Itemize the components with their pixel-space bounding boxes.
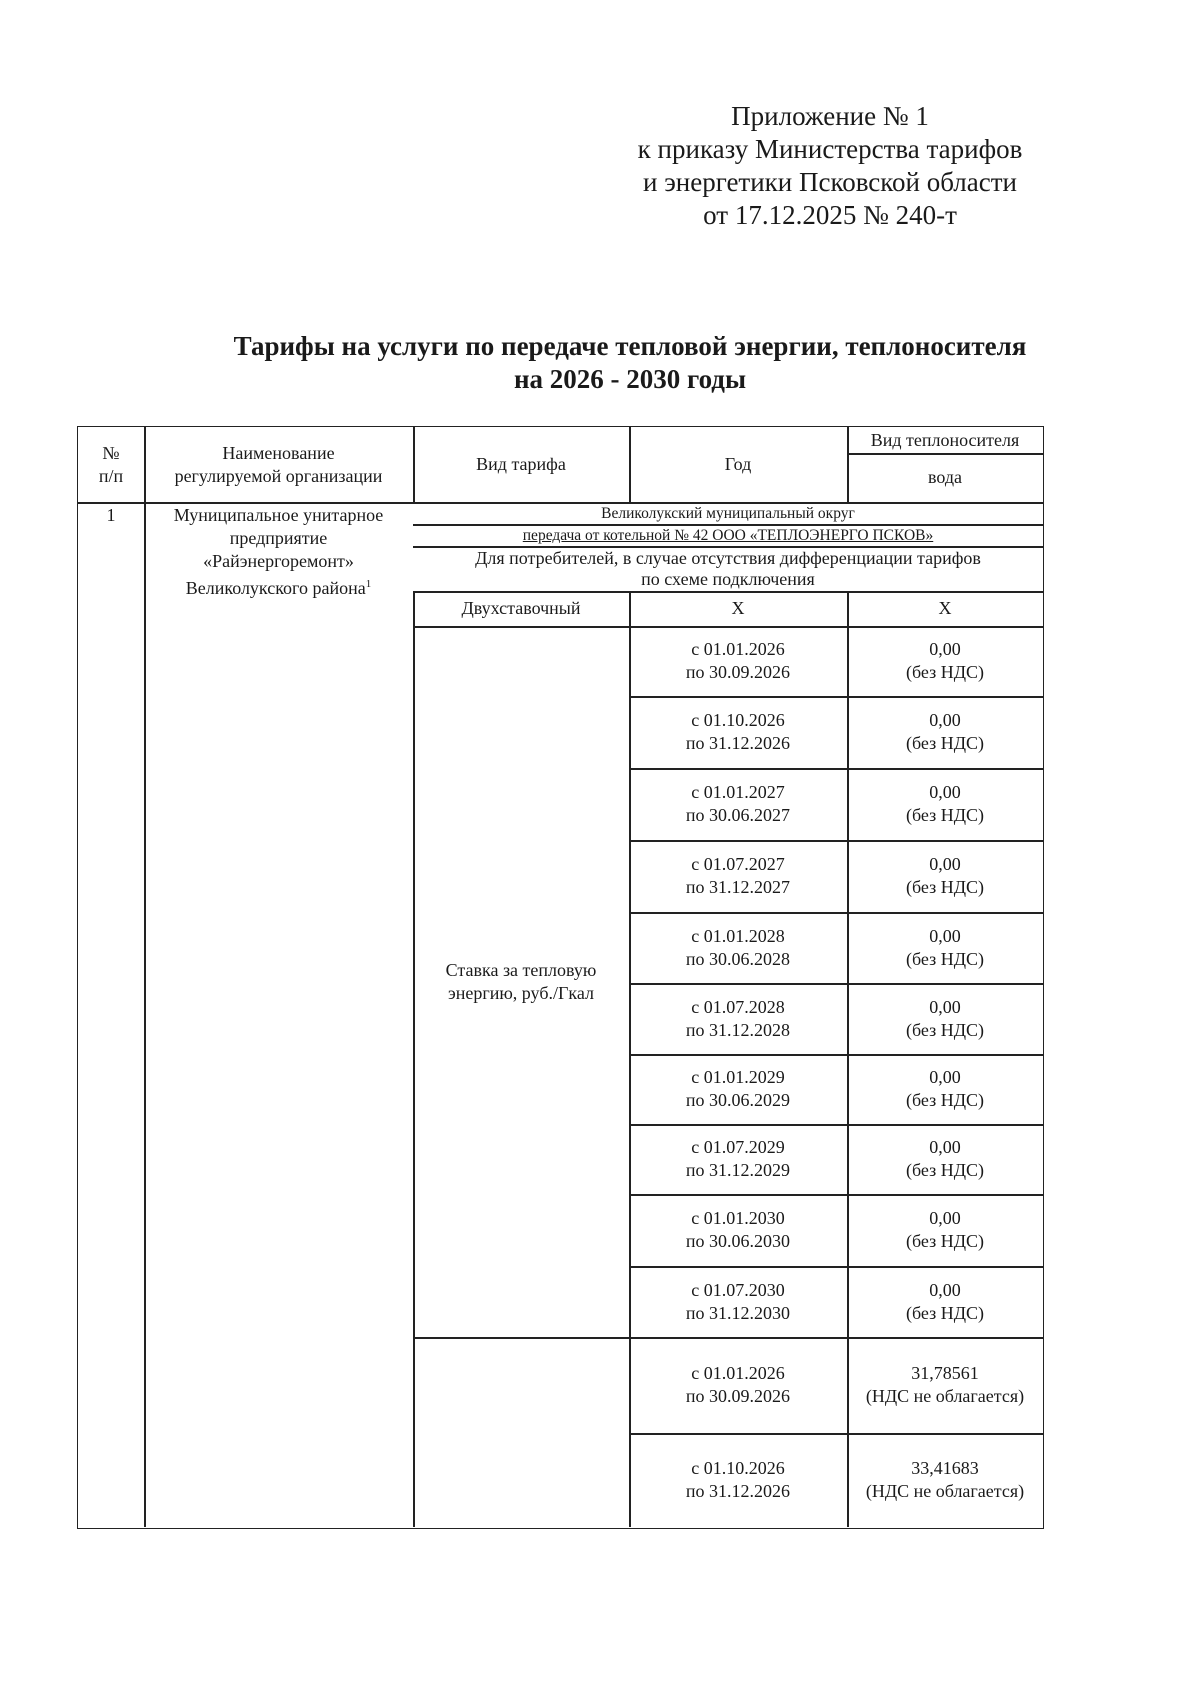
district-cell xyxy=(413,502,1043,524)
period-cell xyxy=(629,1337,847,1433)
appendix-line: Приложение № 1 xyxy=(731,101,929,131)
period-cell xyxy=(629,1124,847,1194)
tariff-value: 0,00 xyxy=(929,639,961,659)
header-year xyxy=(629,427,847,502)
tariff-value-cell xyxy=(847,768,1043,840)
organization-text: «Райэнергоремонт» xyxy=(203,551,354,571)
header-text: Наименование xyxy=(222,442,335,463)
document-title xyxy=(80,330,1180,396)
header-text: регулируемой организации xyxy=(174,465,383,486)
appendix-header xyxy=(560,100,1100,232)
tariff-value-cell xyxy=(847,840,1043,912)
period-cell xyxy=(629,840,847,912)
vat-note: (без НДС) xyxy=(905,733,984,753)
period-cell xyxy=(629,912,847,983)
vat-note: (без НДС) xyxy=(905,1160,984,1180)
period-text: по 31.12.2028 xyxy=(685,1019,791,1040)
period-text: с 01.01.2027 xyxy=(691,782,785,802)
period-text: с 01.07.2027 xyxy=(691,854,785,874)
period-text: с 01.10.2026 xyxy=(691,710,785,730)
appendix-line: и энергетики Псковской области xyxy=(643,167,1017,197)
period-text: с 01.07.2029 xyxy=(691,1137,785,1157)
tariff-value: 33,41683 xyxy=(911,1458,979,1478)
consumers-text: Для потребителей, в случае отсутствия дифференциации тарифов xyxy=(475,547,981,568)
header-text: Год xyxy=(724,454,752,474)
period-text: с 01.10.2026 xyxy=(691,1458,785,1478)
tariff-table xyxy=(77,426,1044,1529)
tariff-value-cell xyxy=(847,1194,1043,1266)
two-part-year xyxy=(629,591,847,626)
period-text: по 30.09.2026 xyxy=(685,662,791,682)
header-text: № xyxy=(102,442,120,463)
period-text: с 01.01.2029 xyxy=(691,1067,785,1087)
two-part-value xyxy=(847,591,1043,626)
period-text: по 30.06.2027 xyxy=(685,805,791,825)
rate-label-text: Ставка за тепловую xyxy=(445,959,597,980)
vat-note: (без НДС) xyxy=(905,662,984,682)
vat-note: (без НДС) xyxy=(905,805,984,825)
consumers-cell xyxy=(413,546,1043,591)
consumers-text: по схеме подключения xyxy=(641,568,815,589)
transfer-text: передача от котельной № 42 ООО «ТЕПЛОЭНЕРГО ПСКОВ» xyxy=(522,526,934,544)
header-text: вода xyxy=(927,467,962,487)
tariff-value: 0,00 xyxy=(929,925,961,946)
tariff-value: 0,00 xyxy=(929,710,961,730)
vat-note: (без НДС) xyxy=(905,1231,984,1251)
period-cell xyxy=(629,983,847,1054)
period-cell xyxy=(629,696,847,768)
two-part-text: Двухставочный xyxy=(461,598,581,618)
period-text: по 30.06.2029 xyxy=(685,1090,791,1110)
title-line: Тарифы на услуги по передаче тепловой энергии, теплоносителя xyxy=(233,331,1027,361)
header-organization xyxy=(144,427,413,502)
period-text: с 01.01.2030 xyxy=(691,1208,785,1228)
period-text: по 31.12.2029 xyxy=(685,1160,791,1180)
period-text: по 31.12.2026 xyxy=(685,1481,791,1501)
header-carrier xyxy=(847,427,1043,453)
vat-note: (НДС не облагается) xyxy=(865,1386,1025,1406)
vat-note: (без НДС) xyxy=(905,1019,984,1040)
tariff-value: 31,78561 xyxy=(911,1363,979,1383)
tariff-value-cell xyxy=(847,1054,1043,1124)
rate-label-cell xyxy=(413,626,629,1337)
period-cell xyxy=(629,1054,847,1124)
tariff-value: 0,00 xyxy=(929,782,961,802)
period-cell xyxy=(629,626,847,696)
period-text: по 31.12.2027 xyxy=(685,877,791,897)
period-text: с 01.01.2028 xyxy=(691,925,785,946)
organization-text xyxy=(186,573,371,600)
two-part-text: Х xyxy=(731,598,745,618)
organization-text: предприятие xyxy=(229,528,328,548)
rate-label-text: энергию, руб./Гкал xyxy=(447,982,594,1003)
tariff-value: 0,00 xyxy=(929,1067,961,1087)
organization-text: Муниципальное унитарное xyxy=(173,505,384,525)
row-number xyxy=(78,504,144,544)
period-cell xyxy=(629,1194,847,1266)
tariff-value: 0,00 xyxy=(929,854,961,874)
tariff-value: 0,00 xyxy=(929,1137,961,1157)
organization-text: Великолукского района xyxy=(185,578,366,598)
period-text: по 31.12.2026 xyxy=(685,733,791,753)
period-text: с 01.07.2028 xyxy=(691,996,785,1017)
header-tariff-type xyxy=(413,427,629,502)
tariff-value-cell xyxy=(847,1337,1043,1433)
tariff-value-cell xyxy=(847,1266,1043,1337)
period-cell xyxy=(629,768,847,840)
tariff-value-cell xyxy=(847,983,1043,1054)
organization-cell xyxy=(144,504,413,624)
district-text: Великолукский муниципальный округ xyxy=(601,504,855,522)
footnote-mark: 1 xyxy=(365,578,372,590)
period-cell xyxy=(629,1266,847,1337)
tariff-value: 0,00 xyxy=(929,1279,961,1300)
tariff-value-cell xyxy=(847,696,1043,768)
header-text: Вид теплоносителя xyxy=(870,429,1020,450)
appendix-line: от 17.12.2025 № 240-т xyxy=(703,200,957,230)
appendix-line: к приказу Министерства тарифов xyxy=(637,134,1023,164)
header-number xyxy=(78,427,144,502)
two-part-text: Х xyxy=(938,598,952,618)
row-number-text: 1 xyxy=(106,505,116,525)
tariff-value-cell xyxy=(847,1433,1043,1527)
tariff-value-cell xyxy=(847,912,1043,983)
vat-note: (НДС не облагается) xyxy=(865,1481,1025,1501)
period-text: с 01.07.2030 xyxy=(691,1279,785,1300)
title-line: на 2026 - 2030 годы xyxy=(513,364,747,394)
period-text: по 30.06.2028 xyxy=(685,948,791,969)
vat-note: (без НДС) xyxy=(905,1302,984,1323)
period-text: с 01.01.2026 xyxy=(691,639,785,659)
tariff-value-cell xyxy=(847,1124,1043,1194)
period-text: по 30.09.2026 xyxy=(685,1386,791,1406)
vat-note: (без НДС) xyxy=(905,1090,984,1110)
header-text: Вид тарифа xyxy=(476,454,566,474)
period-text: по 31.12.2030 xyxy=(685,1302,791,1323)
vat-note: (без НДС) xyxy=(905,948,984,969)
header-text: п/п xyxy=(98,465,124,486)
period-cell xyxy=(629,1433,847,1527)
two-part-label xyxy=(413,591,629,626)
period-text: с 01.01.2026 xyxy=(691,1363,785,1383)
tariff-value-cell xyxy=(847,626,1043,696)
header-water xyxy=(847,453,1043,502)
tariff-value: 0,00 xyxy=(929,996,961,1017)
period-text: по 30.06.2030 xyxy=(685,1231,791,1251)
tariff-value: 0,00 xyxy=(929,1208,961,1228)
vat-note: (без НДС) xyxy=(905,877,984,897)
transfer-cell xyxy=(413,524,1043,546)
